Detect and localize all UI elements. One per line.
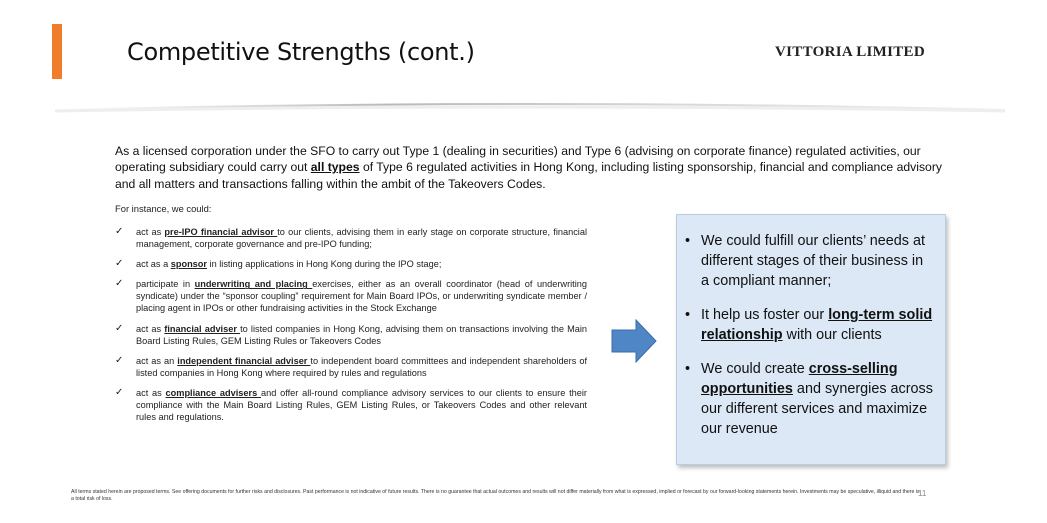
capability-pre-ipo-advisor: ✓ act as pre-IPO financial advisor to our clients, advising them in early stage on corporate structure, financial management, corporate governance and pre-IPO funding; <box>115 226 587 249</box>
footer-disclaimer: All terms stated herein are proposed terms. See offering documents for further risks and disclosures. Past performance is not indicative of future results. There is no guarantee that actual outcomes and results will not differ materially from what is expressed, implied or forecast by our forward-looking statements herein. Investments may be speculative, illiquid and there is a total risk of loss. <box>71 489 920 502</box>
right-arrow-icon <box>611 319 657 363</box>
header-divider <box>55 100 1005 122</box>
title-accent-bar <box>52 24 62 79</box>
checkmark-icon: ✓ <box>115 386 124 398</box>
company-brand: VITTORIA LIMITED <box>775 44 925 60</box>
bullet-icon: • <box>685 233 691 249</box>
capability-financial-adviser: ✓ act as financial adviser to listed companies in Hong Kong, advising them on transactions involving the Main Board Listing Rules, GEM Listing Rules or Takeovers Codes <box>115 322 587 346</box>
page-number: 11 <box>918 489 927 498</box>
capability-independent-adviser: ✓ act as an independent financial adviser to independent board committees and independent shareholders of listed companies in Hong Kong where required by rules and regulations <box>115 354 588 378</box>
intro-paragraph: As a licensed corporation under the SFO to carry out Type 1 (dealing in securities) and Type 6 (advising on corporate finance) regulated activities, our operating subsidiary could carry out all types of Type 6 regulated activities in Hong Kong, including listing sponsorship, financial and compliance advisory and all matters and transactions falling within the ambit of the Takeovers Codes. <box>115 144 942 191</box>
checkmark-icon: ✓ <box>115 278 124 290</box>
bullet-icon: • <box>685 307 691 323</box>
capability-compliance-advisers: ✓ act as compliance advisers and offer all-round compliance advisory services to our clients to ensure their compliance with the Main Board Listing Rules, GEM Listing Rules, or Takeovers Codes and other relevant rules and regulations. <box>115 386 587 422</box>
capability-underwriting: ✓ participate in underwriting and placing exercises, either as an overall coordinator (head of underwriting syndicate) under the “sponsor coupling” requirement for Main Board IPOs, or underwriting syndicate member / placing agent in IPOs or other fundraising activities in the Stock Exchange <box>115 278 587 314</box>
bullet-icon: • <box>685 361 691 377</box>
slide-title: Competitive Strengths (cont.) <box>127 38 475 66</box>
checkmark-icon: ✓ <box>115 322 124 334</box>
summary-item-relationship: • It help us foster our long-term solid relationship with our clients <box>685 307 933 343</box>
checkmark-icon: ✓ <box>115 226 124 237</box>
summary-box <box>676 214 946 465</box>
checkmark-icon: ✓ <box>115 258 124 270</box>
capability-sponsor: ✓ act as a sponsor in listing applications in Hong Kong during the IPO stage; <box>115 258 442 270</box>
intro-emphasis: all types <box>310 160 360 175</box>
summary-item-cross-selling: • We could create cross-selling opportunities and synergies across our different services and maximize our revenue <box>685 361 933 437</box>
examples-lead: For instance, we could: <box>115 203 212 214</box>
checkmark-icon: ✓ <box>115 354 124 366</box>
capabilities-list <box>115 226 587 431</box>
summary-item-client-needs: • We could fulfill our clients’ needs at different stages of their business in a compliant manner; <box>685 233 925 289</box>
